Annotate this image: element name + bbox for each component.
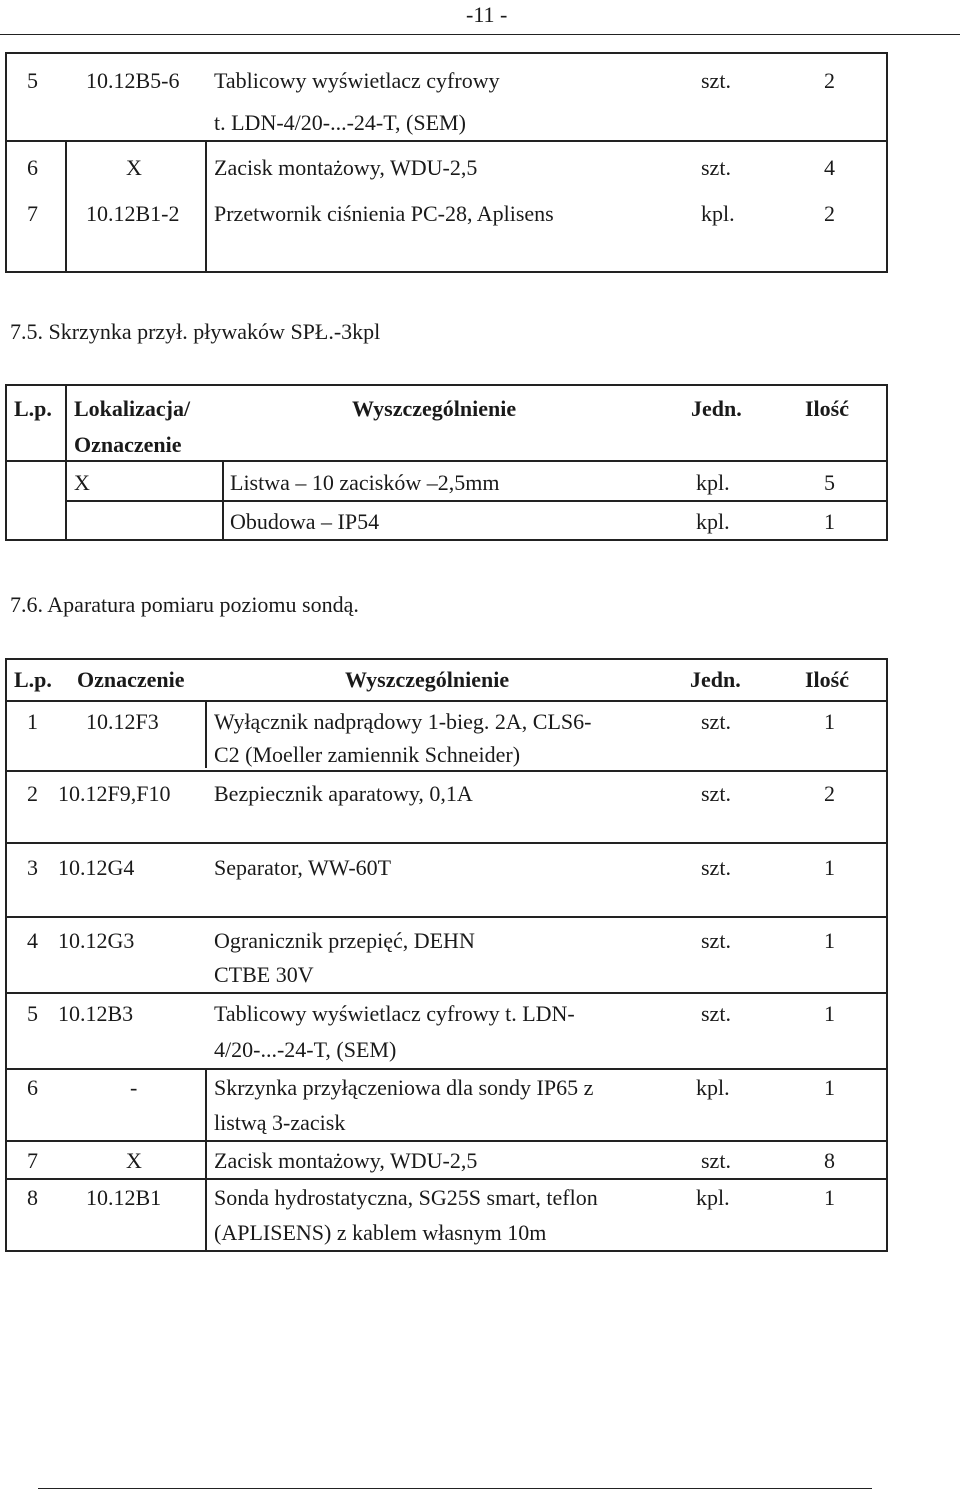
table-row-qty: 2: [824, 781, 835, 806]
table-row-designation: X: [126, 155, 142, 180]
table-row-lp: 5: [27, 68, 38, 93]
table-row-unit: kpl.: [696, 509, 730, 534]
table-row-qty: 5: [824, 470, 835, 495]
table-row-unit: szt.: [701, 928, 731, 953]
column-header-unit: Jedn.: [690, 667, 741, 692]
table-row-description: Zacisk montażowy, WDU-2,5: [214, 155, 478, 180]
table-row-lp: 3: [27, 855, 38, 880]
column-header-description: Wyszczególnienie: [352, 396, 517, 421]
table-row-lp: 6: [27, 155, 38, 180]
table-row-unit: kpl.: [696, 470, 730, 495]
table-row-description: t. LDN-4/20-...-24-T, (SEM): [214, 110, 466, 135]
table-row-description: CTBE 30V: [214, 962, 314, 987]
table-row-description: Ogranicznik przepięć, DEHN: [214, 928, 475, 953]
table-row-description: Przetwornik ciśnienia PC-28, Aplisens: [214, 201, 554, 226]
table-row-designation: 10.12B1-2: [86, 201, 180, 226]
table-row-lp: 8: [27, 1185, 38, 1210]
table-row-designation: 10.12G4: [58, 855, 135, 880]
table-row-description: listwą 3-zacisk: [214, 1110, 346, 1135]
table-row-designation: 10.12B1: [86, 1185, 162, 1210]
table-row-lp: 7: [27, 201, 38, 226]
column-header-unit: Jedn.: [691, 396, 742, 421]
table-row-designation: 10.12B3: [58, 1001, 134, 1026]
table-row-qty: 2: [824, 68, 835, 93]
table-row-description: Listwa – 10 zacisków –2,5mm: [230, 470, 500, 495]
table-row-description: Zacisk montażowy, WDU-2,5: [214, 1148, 478, 1173]
table-row-description: Tablicowy wyświetlacz cyfrowy t. LDN-: [214, 1001, 575, 1026]
table-row-unit: kpl.: [696, 1075, 730, 1100]
table-row-description: Separator, WW-60T: [214, 855, 392, 880]
table-row-designation: 10.12B5-6: [86, 68, 180, 93]
table-row-unit: szt.: [701, 68, 731, 93]
table-row-description: Obudowa – IP54: [230, 509, 380, 534]
table-row-qty: 1: [824, 709, 835, 734]
table-row-description: 4/20-...-24-T, (SEM): [214, 1037, 397, 1062]
header-rule: [0, 34, 960, 35]
table-row-description: C2 (Moeller zamiennik Schneider): [214, 742, 521, 767]
table-row-unit: szt.: [701, 709, 731, 734]
table-row-description: Sonda hydrostatyczna, SG25S smart, teflon: [214, 1185, 598, 1210]
column-header-qty: Ilość: [805, 667, 849, 692]
table-row-unit: szt.: [701, 155, 731, 180]
table-row-lp: 5: [27, 1001, 38, 1026]
table-row-qty: 1: [824, 1075, 835, 1100]
table-row-qty: 2: [824, 201, 835, 226]
table-row-lp: 1: [27, 709, 38, 734]
table-row-qty: 4: [824, 155, 835, 180]
table-row-designation: X: [126, 1148, 142, 1173]
column-header-description: Wyszczególnienie: [345, 667, 510, 692]
column-header-qty: Ilość: [805, 396, 849, 421]
table-row-designation: 10.12F9,F10: [58, 781, 171, 806]
table-row-lp: 7: [27, 1148, 38, 1173]
section-heading: 7.5. Skrzynka przył. pływaków SPŁ.-3kpl: [10, 319, 381, 344]
table-row-description: (APLISENS) z kablem własnym 10m: [214, 1220, 547, 1245]
table-row-designation: -: [130, 1075, 138, 1100]
table-row-unit: szt.: [701, 781, 731, 806]
table-row-qty: 1: [824, 855, 835, 880]
table-row-unit: szt.: [701, 1001, 731, 1026]
page-number: -11 -: [466, 2, 508, 27]
table-row-qty: 1: [824, 1001, 835, 1026]
table-row-qty: 8: [824, 1148, 835, 1173]
section-heading: 7.6. Aparatura pomiaru poziomu sondą.: [10, 592, 359, 617]
table-row-description: Skrzynka przyłączeniowa dla sondy IP65 z: [214, 1075, 594, 1100]
table-row-designation: 10.12F3: [86, 709, 159, 734]
table-row-designation: 10.12G3: [58, 928, 135, 953]
table-row-designation: X: [74, 470, 90, 495]
column-header-location: Lokalizacja/: [74, 396, 191, 421]
footer-rule: [38, 1488, 872, 1489]
table-row-description: Wyłącznik nadprądowy 1-bieg. 2A, CLS6-: [214, 709, 592, 734]
table-row-lp: 6: [27, 1075, 38, 1100]
column-header-location: Oznaczenie: [74, 432, 182, 457]
table-row-qty: 1: [824, 509, 835, 534]
column-header-lp: L.p.: [14, 667, 52, 692]
table-row-unit: szt.: [701, 855, 731, 880]
table-row-unit: kpl.: [696, 1185, 730, 1210]
table-row-description: Tablicowy wyświetlacz cyfrowy: [214, 68, 500, 93]
column-header-designation: Oznaczenie: [77, 667, 185, 692]
table-row-unit: kpl.: [701, 201, 735, 226]
column-header-lp: L.p.: [14, 396, 52, 421]
table-row-lp: 4: [27, 928, 38, 953]
table-row-description: Bezpiecznik aparatowy, 0,1A: [214, 781, 473, 806]
table-row-unit: szt.: [701, 1148, 731, 1173]
table-row-qty: 1: [824, 928, 835, 953]
table-row-qty: 1: [824, 1185, 835, 1210]
table-row-lp: 2: [27, 781, 38, 806]
